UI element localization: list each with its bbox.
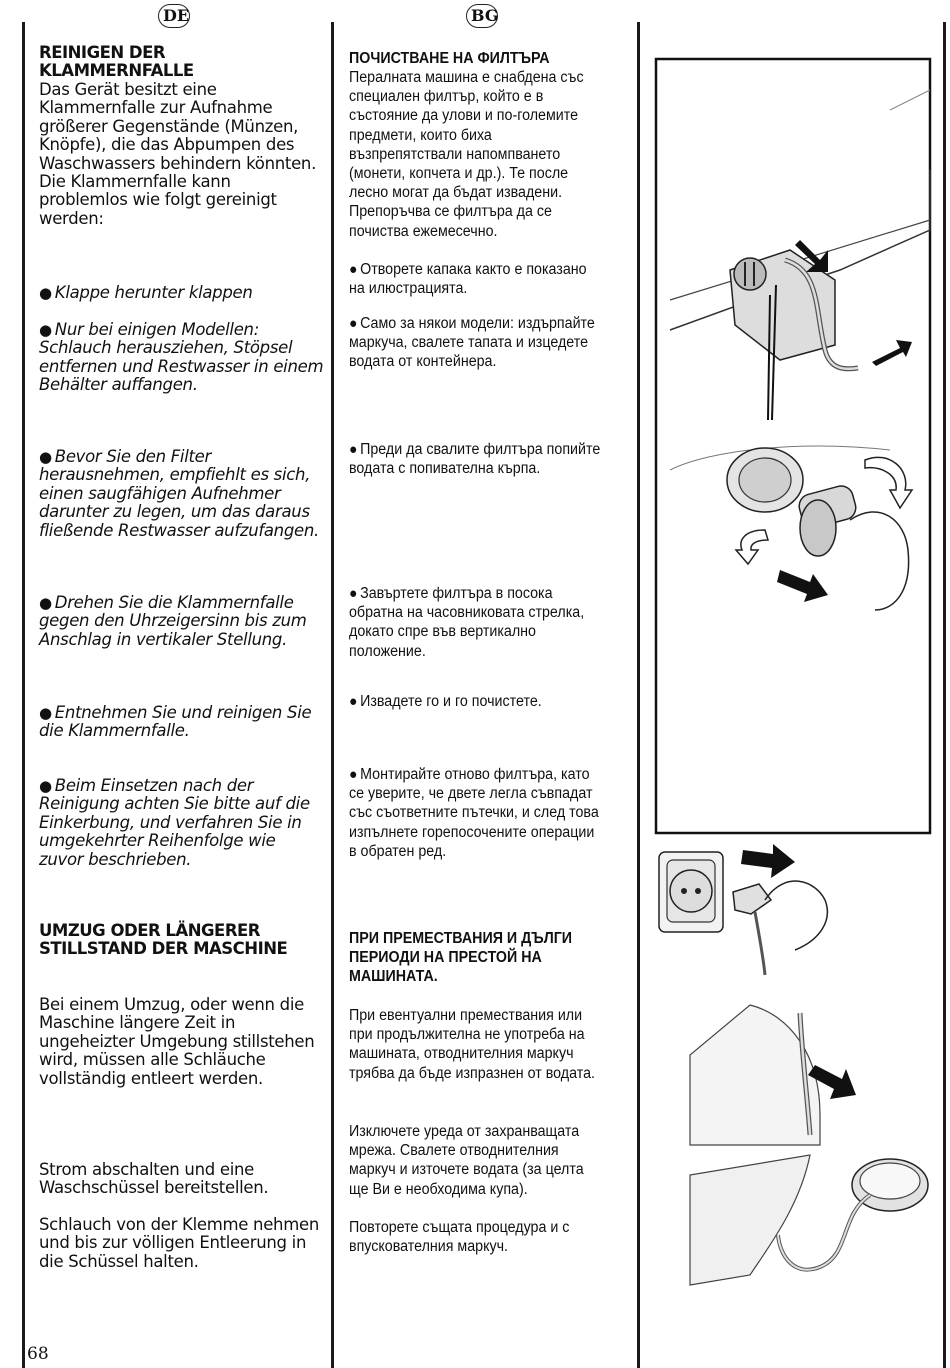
bullet-icon: ● [39,321,52,339]
bg-step-3-text: Преди да свалите филтъра попийте водата с попивателна кърпа. [349,441,601,478]
bullet-icon: ● [39,284,52,302]
bullet-icon: ● [39,704,52,722]
bullet-icon: ● [349,315,358,332]
bullet-icon: ● [349,766,358,783]
column-divider-middle [331,22,334,1368]
bullet-icon: ● [39,448,52,466]
de-step-1 [39,284,324,302]
bullet-icon: ● [39,777,52,795]
bg-heading-moving: ПРИ ПРЕМЕСТВАНИЯ И ДЪЛГИ ПЕРИОДИ НА ПРЕСТОЙ НА МАШИНАТА. [349,930,573,986]
bullet-icon: ● [349,585,358,602]
de-heading-filter: REINIGEN DER KLAMMERNFALLE [39,43,194,81]
de-step-3-text: Bevor Sie den Filter herausnehmen, empfiehlt es sich, einen saugfähigen Aufnehmer darunter zu legen, um das daraus fließende Restwasser aufzufangen. [39,447,319,540]
column-divider-left [22,22,25,1368]
bg-hose-paragraph: Повторете същата процедура и с впускователния маркуч. [349,1219,570,1256]
bg-step-4 [349,584,602,661]
bg-heading-filter: ПОЧИСТВАНЕ НА ФИЛТЪРА [349,50,550,67]
language-badge-de: DE [158,4,190,28]
filter-flap-illustration [650,50,940,860]
bg-step-5 [349,692,602,711]
bg-power-paragraph: Изключете уреда от захранващата мрежа. Свалете отводнителния маркуч и източете водата (за целта ще Ви е необходима купа). [349,1123,584,1198]
de-step-2 [39,321,324,395]
de-step-1-text: Klappe herunter klappen [54,283,253,302]
de-step-6 [39,777,324,869]
bg-step-6 [349,765,602,861]
bg-step-3 [349,440,602,478]
de-step-2-text: Nur bei einigen Modellen: Schlauch herausziehen, Stöpsel entfernen und Restwasser in einem Behälter auffangen. [39,320,324,395]
bg-step-4-text: Завъртете филтъра в посока обратна на часовниковата стрелка, докато спре във вертикално положение. [349,585,585,660]
bg-step-5-text: Извадете го и го почистете. [360,693,542,710]
column-divider-edge [943,22,946,1368]
de-hose-paragraph: Schlauch von der Klemme nehmen und bis zur völligen Entleerung in die Schüssel halten. [39,1215,319,1271]
bg-step-2 [349,314,602,372]
bullet-icon: ● [349,261,358,278]
bullet-icon: ● [39,594,52,612]
bg-intro-paragraph: Пералната машина е снабдена със специален филтър, който е в състояние да улови и по-големите предмети, които биха възпрепятствали напомпването (монети, копчета и др.). Те после лесно могат да бъдат извадени. Препоръчва се филтъра да се почиства ежемесечно. [349,69,584,240]
bg-moving-paragraph: При евентуални премествания или при продължителна не употреба на машината, отводнителния маркуч трябва да бъде изпразнен от водата. [349,1007,595,1082]
de-step-4 [39,594,324,649]
de-power-paragraph: Strom abschalten und eine Waschschüssel bereitstellen. [39,1160,269,1198]
de-moving-paragraph: Bei einem Umzug, oder wenn die Maschine längere Zeit in ungeheizter Umgebung stillstehen wird, müssen alle Schläuche vollständig entleert werden. [39,995,315,1088]
column-divider-right [637,22,640,1368]
bg-step-1 [349,260,602,298]
language-badge-bg: BG [466,4,498,28]
bg-step-2-text: Само за някои модели: издърпайте маркуча, свалете тапата и изцедете водата от контейнера. [349,315,595,371]
bg-step-6-text: Монтирайте отново филтъра, като се уверите, че двете легла съвпадат със съответните пътечки, и след това изпълнете горепосочените операции в обратен ред. [349,766,599,860]
page-number: 68 [27,1344,49,1364]
de-step-5 [39,704,324,741]
unplug-illustration [655,840,835,980]
de-step-5-text: Entnehmen Sie und reinigen Sie die Klammernfalle. [39,703,312,741]
de-heading-moving: UMZUG ODER LÄNGERER STILLSTAND DER MASCHINE [39,921,288,959]
bullet-icon: ● [349,441,358,458]
bullet-icon: ● [349,693,358,710]
de-step-3 [39,448,324,540]
de-intro-paragraph: Das Gerät besitzt eine Klammernfalle zur Aufnahme größerer Gegenstände (Münzen, Knöpfe), die das Abpumpen des Waschwassers behindern könnten. Die Klammernfalle kann problemlos wie folgt gereinigt werden: [39,80,317,228]
de-step-6-text: Beim Einsetzen nach der Reinigung achten Sie bitte auf die Einkerbung, und verfahren Sie in umgekehrter Reihenfolge wie zuvor beschrieben. [39,776,310,869]
drain-hose-illustration [650,995,940,1290]
bg-step-1-text: Отворете капака както е показано на илюстрацията. [349,261,587,298]
de-step-4-text: Drehen Sie die Klammernfalle gegen den Uhrzeigersinn bis zum Anschlag in vertikaler Stellung. [39,593,307,649]
